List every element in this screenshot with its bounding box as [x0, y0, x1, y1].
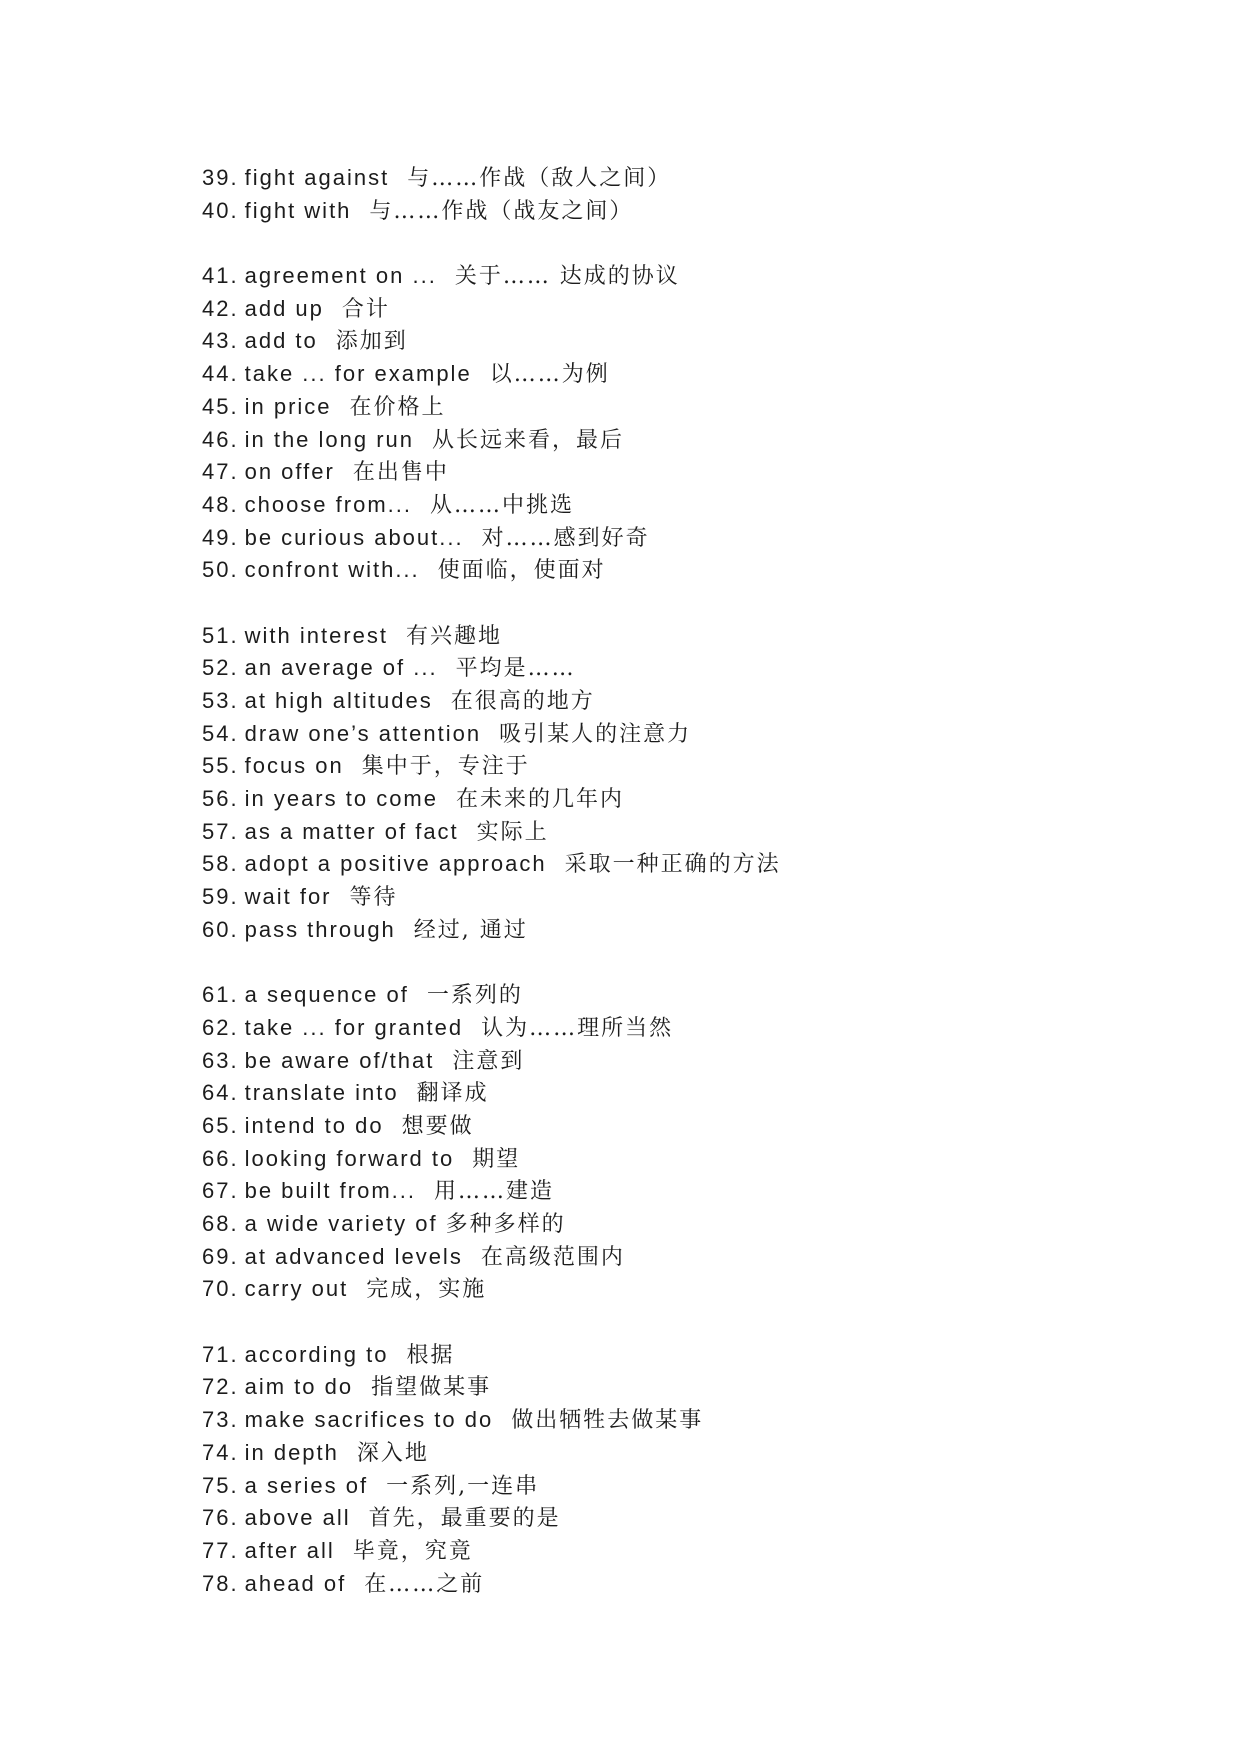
phrase-item — [202, 750, 1102, 783]
phrase-item — [202, 783, 1102, 816]
item-number: 55. — [202, 753, 239, 779]
english-phrase: be aware of/that — [244, 1047, 435, 1073]
phrase-item — [202, 554, 1102, 587]
item-number: 40. — [202, 197, 239, 223]
phrase-item — [202, 1568, 1102, 1601]
chinese-translation: 多种多样的 — [445, 1212, 566, 1237]
english-phrase: in the long run — [244, 426, 415, 452]
phrase-item — [202, 914, 1102, 947]
item-number: 75. — [202, 1472, 239, 1498]
item-number: 67. — [202, 1178, 239, 1204]
phrase-item — [202, 424, 1102, 457]
phrase-item — [202, 489, 1102, 522]
english-phrase: above all — [244, 1505, 351, 1531]
english-phrase: looking forward to — [244, 1145, 455, 1171]
english-phrase: a sequence of — [244, 982, 409, 1008]
chinese-translation: 在价格上 — [349, 394, 446, 420]
phrase-item — [202, 1339, 1102, 1372]
english-phrase: adopt a positive approach — [244, 851, 547, 877]
english-phrase: fight with — [244, 197, 352, 223]
chinese-translation: 认为……理所当然 — [481, 1015, 674, 1041]
english-phrase: agreement on ... — [244, 263, 437, 289]
chinese-translation: 从长远来看，最后 — [432, 427, 625, 453]
phrase-item — [202, 1371, 1102, 1404]
english-phrase: a wide variety of — [244, 1211, 438, 1236]
phrase-item — [202, 816, 1102, 849]
chinese-translation: 完成，实施 — [366, 1277, 487, 1303]
phrase-item — [202, 1502, 1102, 1535]
item-number: 56. — [202, 786, 239, 812]
english-phrase: wait for — [244, 884, 332, 910]
chinese-translation: 想要做 — [401, 1113, 474, 1139]
chinese-translation: 一系列,一连串 — [386, 1473, 540, 1499]
chinese-translation: 平均是…… — [455, 656, 576, 682]
chinese-translation: 期望 — [472, 1146, 521, 1172]
chinese-translation: 翻译成 — [416, 1081, 489, 1107]
phrase-item — [202, 522, 1102, 555]
english-phrase: ahead of — [244, 1570, 347, 1596]
english-phrase: in price — [244, 393, 332, 419]
phrase-item — [202, 1273, 1102, 1306]
phrase-item — [202, 162, 1102, 195]
item-number: 72. — [202, 1374, 239, 1400]
chinese-translation: 经过, 通过 — [413, 917, 528, 943]
item-number: 47. — [202, 459, 239, 485]
phrase-item — [202, 1110, 1102, 1143]
english-phrase: after all — [244, 1537, 335, 1563]
phrase-item — [202, 1175, 1102, 1208]
english-phrase: take ... for example — [244, 361, 472, 387]
item-number: 57. — [202, 818, 239, 844]
english-phrase: intend to do — [244, 1112, 384, 1138]
item-number: 45. — [202, 393, 239, 419]
phrase-item — [202, 1535, 1102, 1568]
chinese-translation: 合计 — [341, 296, 390, 322]
item-number: 50. — [202, 557, 239, 583]
item-number: 62. — [202, 1014, 239, 1040]
chinese-translation: 集中于，专注于 — [361, 754, 530, 780]
item-number: 53. — [202, 688, 239, 713]
english-phrase: with interest — [244, 622, 388, 648]
english-phrase: make sacrifices to do — [244, 1407, 494, 1433]
phrase-item — [202, 1077, 1102, 1110]
phrase-item — [202, 293, 1102, 326]
item-number: 46. — [202, 426, 239, 452]
item-number: 41. — [202, 263, 239, 289]
phrase-item — [202, 979, 1102, 1012]
item-number: 48. — [202, 491, 239, 517]
chinese-translation: 关于…… 达成的协议 — [454, 264, 680, 290]
chinese-translation: 指望做某事 — [371, 1375, 492, 1401]
chinese-translation: 做出牺牲去做某事 — [511, 1408, 704, 1434]
english-phrase: on offer — [244, 459, 335, 485]
chinese-translation: 与……作战（战友之间） — [369, 198, 634, 224]
phrase-item — [202, 848, 1102, 881]
english-phrase: translate into — [244, 1080, 399, 1106]
item-number: 77. — [202, 1537, 239, 1563]
english-phrase: at advanced levels — [244, 1243, 463, 1269]
phrase-item — [202, 1208, 1102, 1241]
chinese-translation: 一系列的 — [426, 983, 523, 1009]
item-number: 71. — [202, 1341, 239, 1367]
english-phrase: in years to come — [244, 786, 438, 812]
item-number: 43. — [202, 328, 239, 354]
english-phrase: be curious about... — [244, 524, 464, 550]
phrase-group — [202, 162, 1102, 227]
chinese-translation: 深入地 — [356, 1440, 429, 1466]
english-phrase: at high altitudes — [244, 688, 433, 713]
item-number: 58. — [202, 851, 239, 877]
item-number: 63. — [202, 1047, 239, 1073]
english-phrase: a series of — [244, 1472, 369, 1498]
item-number: 73. — [202, 1407, 239, 1433]
chinese-translation: 采取一种正确的方法 — [564, 852, 781, 878]
chinese-translation: 从……中挑选 — [429, 492, 574, 518]
chinese-translation: 有兴趣地 — [405, 623, 502, 649]
item-number: 52. — [202, 655, 239, 681]
phrase-item — [202, 1143, 1102, 1176]
phrase-item — [202, 881, 1102, 914]
phrase-item — [202, 260, 1102, 293]
english-phrase: choose from... — [244, 491, 412, 517]
phrase-item — [202, 391, 1102, 424]
phrase-item — [202, 718, 1102, 751]
item-number: 70. — [202, 1276, 239, 1302]
item-number: 59. — [202, 884, 239, 910]
item-number: 51. — [202, 622, 239, 648]
english-phrase: carry out — [244, 1276, 349, 1302]
chinese-translation: 首先，最重要的是 — [368, 1506, 561, 1532]
english-phrase: in depth — [244, 1439, 339, 1465]
english-phrase: draw one’s attention — [244, 720, 482, 746]
english-phrase: pass through — [244, 916, 396, 942]
english-phrase: aim to do — [244, 1374, 354, 1400]
chinese-translation: 以……为例 — [489, 362, 610, 388]
phrase-item — [202, 195, 1102, 228]
phrase-item — [202, 1012, 1102, 1045]
phrase-group — [202, 1339, 1102, 1601]
english-phrase: an average of ... — [244, 655, 438, 681]
chinese-translation: 在未来的几年内 — [456, 787, 625, 813]
chinese-translation: 在很高的地方 — [450, 689, 595, 714]
phrase-item — [202, 652, 1102, 685]
phrase-group — [202, 979, 1102, 1306]
item-number: 60. — [202, 916, 239, 942]
english-phrase: focus on — [244, 753, 344, 779]
item-number: 66. — [202, 1145, 239, 1171]
chinese-translation: 根据 — [406, 1342, 455, 1368]
item-number: 61. — [202, 982, 239, 1008]
phrase-item — [202, 456, 1102, 489]
chinese-translation: 注意到 — [452, 1048, 525, 1074]
phrase-item — [202, 1404, 1102, 1437]
chinese-translation: 用……建造 — [433, 1179, 554, 1205]
chinese-translation: 毕竟，究竟 — [352, 1538, 473, 1564]
phrase-item — [202, 358, 1102, 391]
chinese-translation: 等待 — [349, 885, 398, 911]
phrase-group — [202, 260, 1102, 587]
phrase-group — [202, 620, 1102, 947]
phrase-item — [202, 1241, 1102, 1274]
phrase-item — [202, 325, 1102, 358]
item-number: 76. — [202, 1505, 239, 1531]
chinese-translation: 在出售中 — [352, 460, 449, 486]
chinese-translation: 对……感到好奇 — [481, 525, 650, 551]
item-number: 42. — [202, 295, 239, 321]
item-number: 44. — [202, 361, 239, 387]
item-number: 39. — [202, 165, 239, 190]
chinese-translation: 与……作战（敌人之间） — [407, 166, 672, 191]
item-number: 68. — [202, 1211, 239, 1236]
chinese-translation: 在高级范围内 — [480, 1244, 625, 1270]
item-number: 74. — [202, 1439, 239, 1465]
item-number: 49. — [202, 524, 239, 550]
chinese-translation: 吸引某人的注意力 — [499, 721, 692, 747]
english-phrase: as a matter of fact — [244, 818, 459, 844]
chinese-translation: 添加到 — [335, 329, 408, 355]
item-number: 54. — [202, 720, 239, 746]
item-number: 69. — [202, 1243, 239, 1269]
phrase-item — [202, 620, 1102, 653]
phrase-item — [202, 685, 1102, 718]
english-phrase: take ... for granted — [244, 1014, 464, 1040]
chinese-translation: 在……之前 — [364, 1571, 485, 1597]
english-phrase: according to — [244, 1341, 389, 1367]
english-phrase: be built from... — [244, 1178, 416, 1204]
english-phrase: add up — [244, 295, 324, 321]
english-phrase: confront with... — [244, 557, 420, 583]
phrase-item — [202, 1045, 1102, 1078]
english-phrase: fight against — [244, 165, 390, 190]
chinese-translation: 实际上 — [476, 819, 549, 845]
phrase-list — [202, 162, 1102, 1600]
phrase-item — [202, 1437, 1102, 1470]
item-number: 78. — [202, 1570, 239, 1596]
phrase-item — [202, 1470, 1102, 1503]
item-number: 65. — [202, 1112, 239, 1138]
item-number: 64. — [202, 1080, 239, 1106]
english-phrase: add to — [244, 328, 318, 354]
chinese-translation: 使面临，使面对 — [437, 558, 606, 584]
